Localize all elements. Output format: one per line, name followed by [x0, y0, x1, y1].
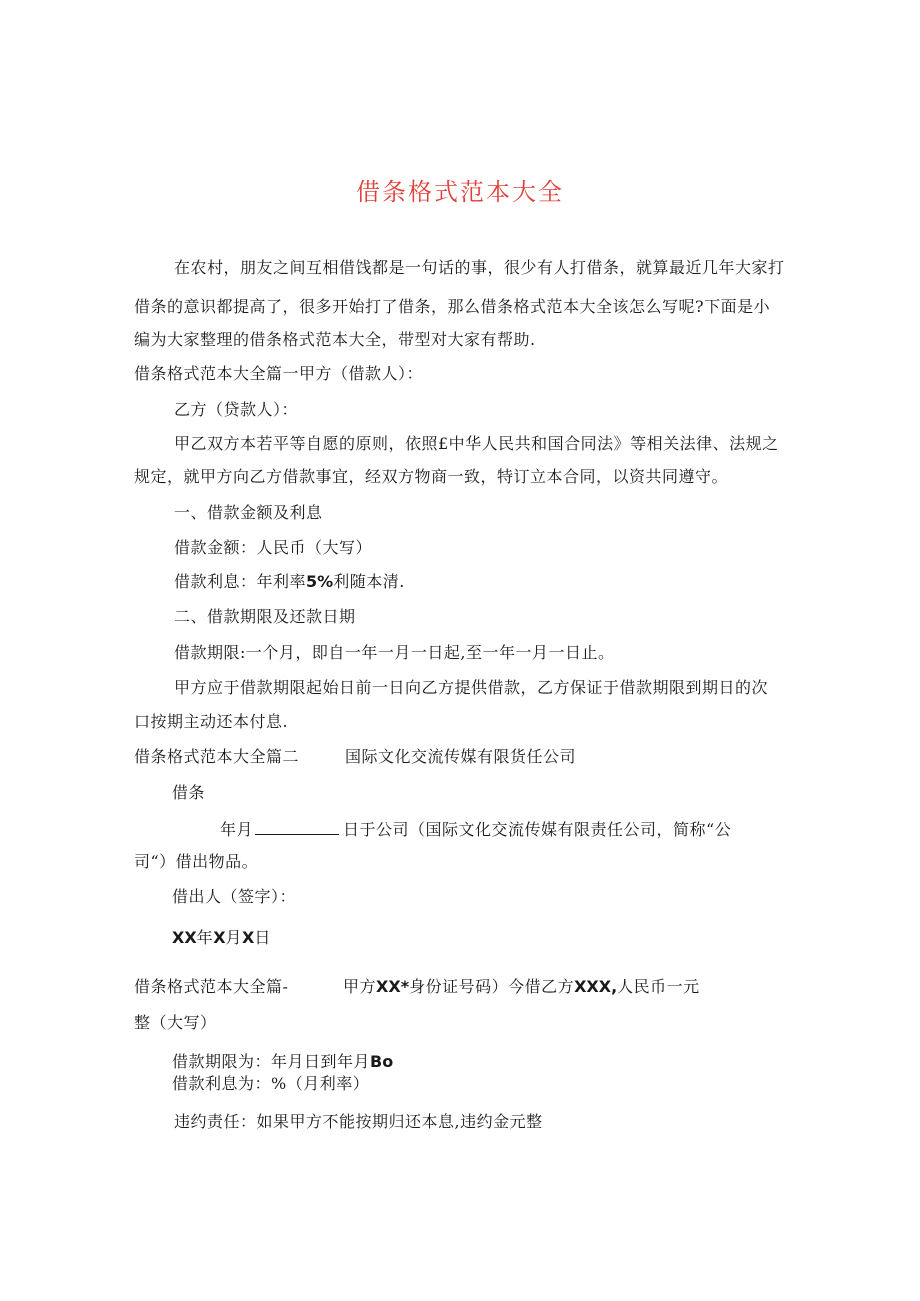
body-xx: XX* — [376, 977, 410, 996]
preamble-line: 规定，就甲方向乙方借款事宜，经双方物商一致，特订立本合同，以资共同遵守。 — [134, 467, 729, 486]
date-day: X — [242, 928, 255, 947]
party-b-line: 乙方（贷款人）： — [174, 400, 299, 419]
document-title: 借条格式范本大全 — [356, 178, 564, 206]
amount-line: 借款金额：人民币（大写） — [174, 538, 373, 557]
sample3-heading: 借条格式范本大全篇- — [134, 977, 289, 996]
body-b: 身份证号码）今借乙方 — [409, 977, 575, 996]
date-blank — [255, 819, 339, 835]
term-prefix: 借款期限为：年月日到年月 — [172, 1052, 371, 1071]
body-xxx: XXX, — [574, 977, 618, 996]
iou-body-line: 司“）借出物品。 — [134, 852, 259, 871]
body-a: 甲方 — [343, 977, 377, 996]
sample2-heading: 借条格式范本大全篇二 — [134, 747, 300, 766]
intro-line: 编为大家整理的借条格式范本大全，带型对大家有帮助. — [134, 330, 536, 349]
interest-rate: 5% — [306, 572, 334, 591]
date-year-char: 年 — [196, 928, 214, 947]
iou-label: 借条 — [172, 783, 206, 802]
term-line: 借款期限:一个月，即自一年一月一日起,至一年一月一日止。 — [174, 643, 615, 662]
body-prefix: 年月 — [220, 820, 254, 839]
date-month: X — [213, 928, 226, 947]
interest-line — [174, 572, 405, 592]
interest-line: 借款利息为：%（月利率） — [172, 1074, 370, 1093]
intro-line: 借条的意识都提高了，很多开始打了借条，那么借条格式范本大全该怎么写呢?下面是小 — [134, 297, 771, 316]
iou-body-line — [220, 819, 731, 840]
delivery-line: 口按期主动还本付息. — [134, 712, 289, 731]
interest-prefix: 借款利息：年利率 — [174, 572, 307, 591]
sample3-body-line: 整（大写） — [134, 1013, 217, 1032]
body-suffix: 日于公司（国际文化交流传媒有限责任公司，简称“公 — [343, 820, 732, 839]
section-heading: 一、借款金额及利息 — [174, 503, 323, 522]
body-c: 人民币一元 — [617, 977, 700, 996]
sample1-heading: 借条格式范本大全篇一甲方（借款人）： — [134, 364, 424, 383]
signer-line: 借出人（签字）： — [172, 887, 297, 906]
delivery-line: 甲方应于借款期限起始日前一日向乙方提供借款，乙方保证于借款期限到期日的次 — [174, 678, 769, 697]
date-day-char: 日 — [254, 928, 271, 947]
sample3-body-line — [343, 977, 700, 997]
company-name: 国际文化交流传媒有限货任公司 — [345, 747, 577, 766]
term-bo: Bo — [370, 1052, 394, 1071]
date-month-char: 月 — [225, 928, 243, 947]
date-year: XX — [172, 928, 197, 947]
intro-line: 在农村，朋友之间互相借饯都是一句话的事，很少有人打借条，就算最近几年大家打 — [174, 258, 785, 277]
interest-suffix: 利随本清. — [333, 572, 405, 591]
date-line — [172, 928, 271, 948]
penalty-line: 违约责任：如果甲方不能按期归还本息,违约金元整 — [174, 1112, 543, 1131]
section-heading: 二、借款期限及还款日期 — [174, 607, 356, 626]
term-line — [172, 1052, 393, 1072]
preamble-line: 甲乙双方本若平等自愿的原则，依照£中华人民共和国合同法》等相关法律、法规之 — [174, 434, 779, 453]
